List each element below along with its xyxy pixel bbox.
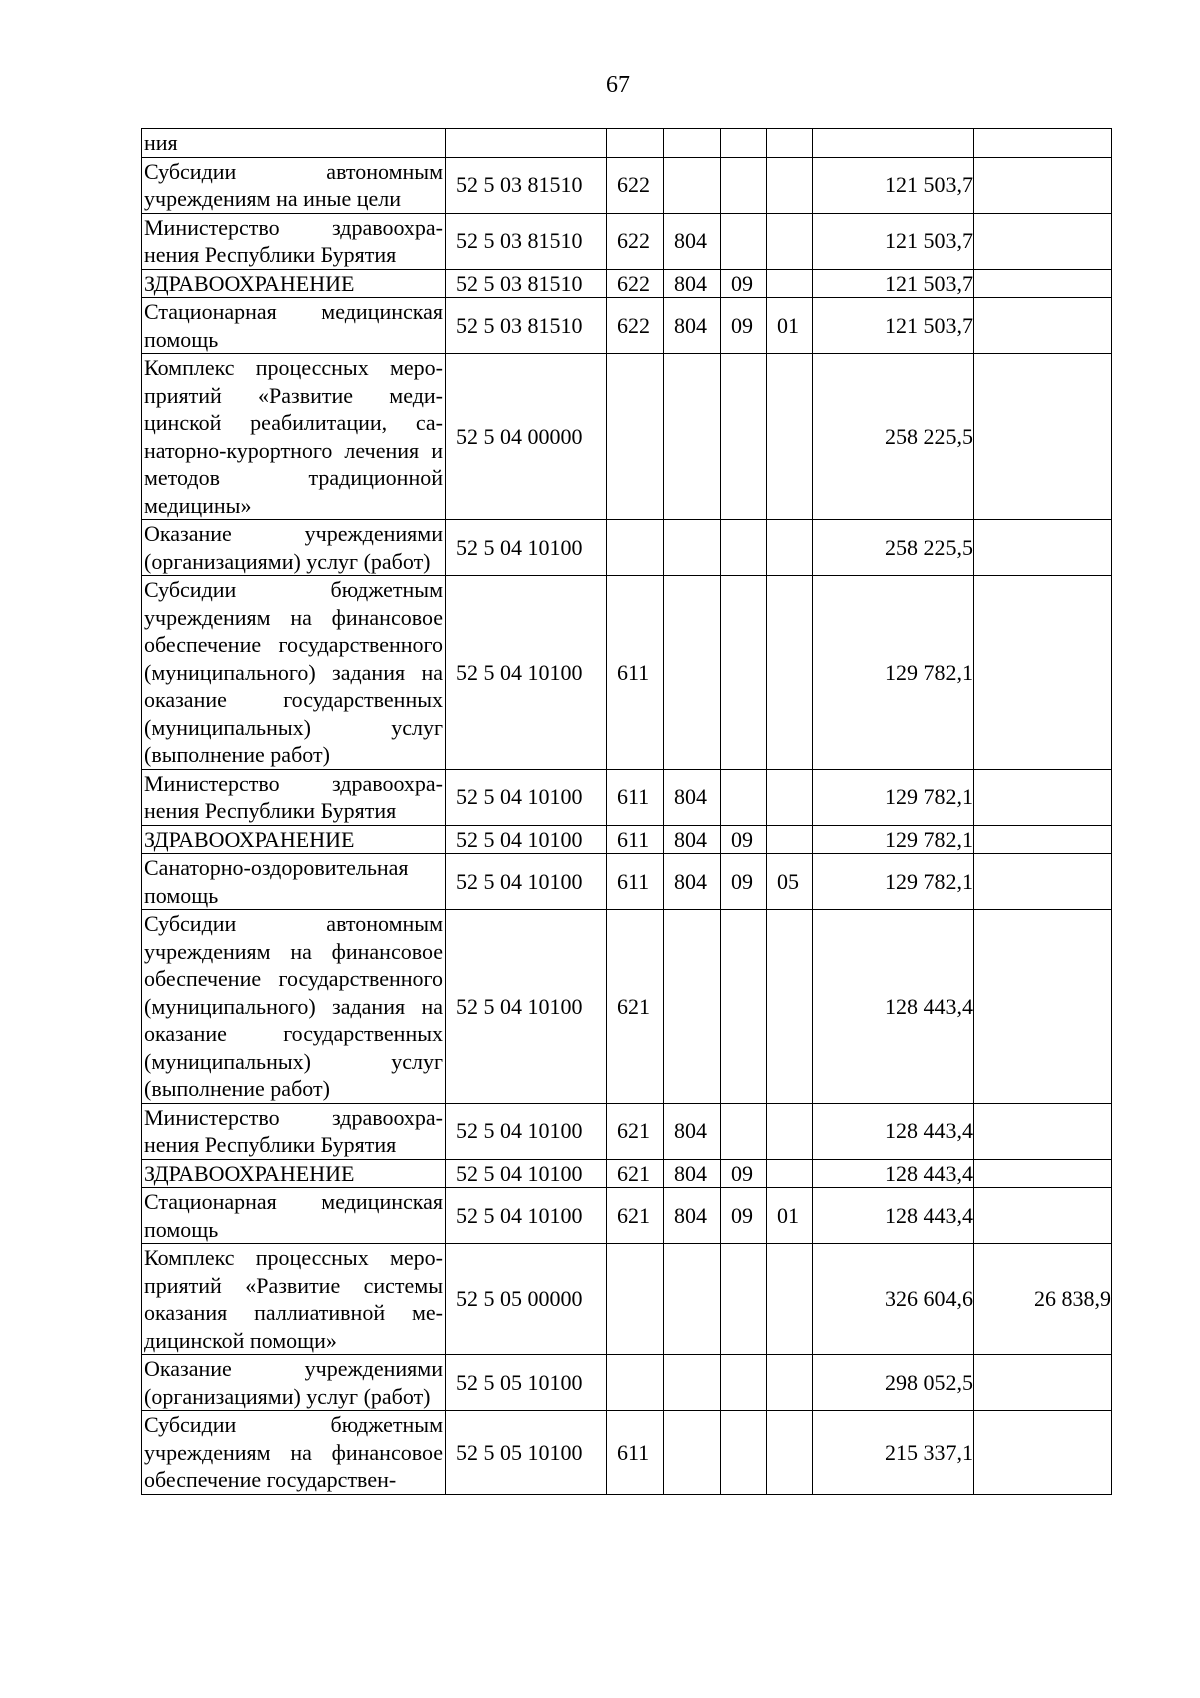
- cell-target-code: 52 5 04 10100: [446, 1188, 607, 1244]
- table-row: [142, 1411, 1112, 1495]
- cell-target-code: 52 5 05 10100: [446, 1355, 607, 1411]
- cell-amount-federal: [974, 1103, 1112, 1159]
- cell-subsection: [767, 354, 813, 520]
- cell-amount-federal: [974, 129, 1112, 158]
- cell-expense-type: 622: [607, 157, 664, 213]
- cell-target-code: 52 5 03 81510: [446, 213, 607, 269]
- cell-amount-federal: [974, 298, 1112, 354]
- cell-section: 09: [721, 1159, 767, 1188]
- cell-target-code: 52 5 04 10100: [446, 1103, 607, 1159]
- cell-expense-type: [607, 1355, 664, 1411]
- cell-subsection: [767, 825, 813, 854]
- cell-section: [721, 1103, 767, 1159]
- table-row: [142, 520, 1112, 576]
- cell-expense-type: 611: [607, 769, 664, 825]
- cell-administrator: 804: [664, 1159, 721, 1188]
- cell-amount: 128 443,4: [813, 1159, 974, 1188]
- cell-subsection: [767, 1355, 813, 1411]
- cell-administrator: [664, 520, 721, 576]
- cell-amount: 121 503,7: [813, 269, 974, 298]
- cell-amount: 128 443,4: [813, 910, 974, 1104]
- cell-amount: 129 782,1: [813, 576, 974, 770]
- cell-administrator: [664, 1355, 721, 1411]
- table-row: [142, 576, 1112, 770]
- cell-section: 09: [721, 1188, 767, 1244]
- cell-amount: 258 225,5: [813, 354, 974, 520]
- cell-amount-federal: [974, 576, 1112, 770]
- cell-target-code: 52 5 04 10100: [446, 825, 607, 854]
- cell-amount-federal: 26 838,9: [974, 1244, 1112, 1355]
- cell-expense-type: 611: [607, 825, 664, 854]
- cell-expense-type: [607, 520, 664, 576]
- cell-subsection: [767, 520, 813, 576]
- table-row: [142, 129, 1112, 158]
- cell-subsection: [767, 1244, 813, 1355]
- cell-name: Субсидии автономным учреждениям на финансовое обеспечение государственного (муниципального) задания на оказание государственных (муниципальных) услуг (выполнение работ): [142, 910, 446, 1104]
- table-row: [142, 269, 1112, 298]
- cell-amount-federal: [974, 354, 1112, 520]
- cell-expense-type: 611: [607, 576, 664, 770]
- cell-administrator: 804: [664, 769, 721, 825]
- cell-section: 09: [721, 825, 767, 854]
- cell-administrator: [664, 1244, 721, 1355]
- cell-section: [721, 520, 767, 576]
- cell-administrator: 804: [664, 825, 721, 854]
- cell-amount-federal: [974, 910, 1112, 1104]
- budget-table: [141, 128, 1112, 1495]
- cell-section: [721, 129, 767, 158]
- cell-subsection: [767, 213, 813, 269]
- cell-expense-type: 621: [607, 1159, 664, 1188]
- cell-name: Стационарная медицинская помощь: [142, 298, 446, 354]
- cell-subsection: [767, 157, 813, 213]
- cell-name: Субсидии автономным учреждениям на иные цели: [142, 157, 446, 213]
- cell-amount: 129 782,1: [813, 854, 974, 910]
- cell-subsection: [767, 769, 813, 825]
- cell-subsection: 01: [767, 1188, 813, 1244]
- table-row: [142, 854, 1112, 910]
- cell-section: [721, 910, 767, 1104]
- table-row: [142, 213, 1112, 269]
- cell-amount-federal: [974, 1355, 1112, 1411]
- cell-amount-federal: [974, 1159, 1112, 1188]
- table-row: [142, 298, 1112, 354]
- cell-subsection: [767, 910, 813, 1104]
- cell-subsection: 01: [767, 298, 813, 354]
- cell-name: Оказание учреждениями (организациями) услуг (работ): [142, 520, 446, 576]
- cell-section: [721, 1355, 767, 1411]
- table-row: [142, 825, 1112, 854]
- cell-administrator: [664, 354, 721, 520]
- cell-subsection: [767, 576, 813, 770]
- cell-target-code: 52 5 05 00000: [446, 1244, 607, 1355]
- cell-target-code: 52 5 03 81510: [446, 298, 607, 354]
- cell-target-code: 52 5 04 10100: [446, 854, 607, 910]
- cell-expense-type: 621: [607, 1188, 664, 1244]
- cell-amount-federal: [974, 269, 1112, 298]
- cell-name: Министерство здравоохранения Республики Бурятия: [142, 213, 446, 269]
- page-number: 67: [606, 72, 630, 98]
- cell-target-code: [446, 129, 607, 158]
- cell-administrator: 804: [664, 269, 721, 298]
- cell-amount: [813, 129, 974, 158]
- cell-section: [721, 576, 767, 770]
- table-row: [142, 1188, 1112, 1244]
- cell-administrator: [664, 910, 721, 1104]
- cell-section: [721, 354, 767, 520]
- cell-expense-type: 621: [607, 910, 664, 1104]
- table-row: [142, 910, 1112, 1104]
- cell-administrator: 804: [664, 1188, 721, 1244]
- cell-subsection: [767, 1411, 813, 1495]
- cell-amount-federal: [974, 1188, 1112, 1244]
- cell-section: [721, 157, 767, 213]
- cell-subsection: [767, 1159, 813, 1188]
- cell-amount: 298 052,5: [813, 1355, 974, 1411]
- cell-target-code: 52 5 04 00000: [446, 354, 607, 520]
- cell-name: Субсидии бюджетным учреждениям на финансовое обеспечение государственного (муниципального) задания на оказание государственных (муниципальных) услуг (выполнение работ): [142, 576, 446, 770]
- cell-section: [721, 1411, 767, 1495]
- cell-name: Санаторно-оздоровительная помощь: [142, 854, 446, 910]
- cell-amount-federal: [974, 1411, 1112, 1495]
- cell-amount: 128 443,4: [813, 1188, 974, 1244]
- cell-subsection: [767, 1103, 813, 1159]
- cell-amount-federal: [974, 825, 1112, 854]
- cell-subsection: [767, 269, 813, 298]
- table-body: [142, 129, 1112, 1495]
- cell-name: Министерство здравоохранения Республики Бурятия: [142, 769, 446, 825]
- table-row: [142, 157, 1112, 213]
- cell-target-code: 52 5 04 10100: [446, 1159, 607, 1188]
- cell-subsection: 05: [767, 854, 813, 910]
- cell-amount: 129 782,1: [813, 769, 974, 825]
- cell-amount: 121 503,7: [813, 157, 974, 213]
- cell-expense-type: [607, 129, 664, 158]
- cell-expense-type: 622: [607, 269, 664, 298]
- cell-expense-type: 611: [607, 854, 664, 910]
- cell-expense-type: [607, 354, 664, 520]
- table-row: [142, 1159, 1112, 1188]
- cell-administrator: 804: [664, 298, 721, 354]
- table-row: [142, 1244, 1112, 1355]
- cell-expense-type: 611: [607, 1411, 664, 1495]
- table-row: [142, 1103, 1112, 1159]
- cell-amount: 121 503,7: [813, 298, 974, 354]
- cell-administrator: 804: [664, 213, 721, 269]
- table-row: [142, 769, 1112, 825]
- cell-name: Оказание учреждениями (организациями) услуг (работ): [142, 1355, 446, 1411]
- cell-amount-federal: [974, 769, 1112, 825]
- cell-administrator: [664, 576, 721, 770]
- cell-name: ЗДРАВООХРАНЕНИЕ: [142, 825, 446, 854]
- cell-name: ЗДРАВООХРАНЕНИЕ: [142, 1159, 446, 1188]
- cell-section: 09: [721, 298, 767, 354]
- cell-expense-type: 622: [607, 298, 664, 354]
- cell-section: [721, 213, 767, 269]
- cell-name: ЗДРАВООХРАНЕНИЕ: [142, 269, 446, 298]
- cell-target-code: 52 5 05 10100: [446, 1411, 607, 1495]
- cell-amount: 258 225,5: [813, 520, 974, 576]
- cell-target-code: 52 5 04 10100: [446, 769, 607, 825]
- cell-expense-type: [607, 1244, 664, 1355]
- cell-administrator: [664, 129, 721, 158]
- cell-expense-type: 622: [607, 213, 664, 269]
- cell-subsection: [767, 129, 813, 158]
- cell-section: [721, 769, 767, 825]
- cell-target-code: 52 5 04 10100: [446, 910, 607, 1104]
- cell-amount: 121 503,7: [813, 213, 974, 269]
- cell-amount: 326 604,6: [813, 1244, 974, 1355]
- cell-target-code: 52 5 04 10100: [446, 520, 607, 576]
- cell-amount: 129 782,1: [813, 825, 974, 854]
- cell-section: [721, 1244, 767, 1355]
- table-row: [142, 354, 1112, 520]
- cell-name: Стационарная медицинская помощь: [142, 1188, 446, 1244]
- cell-name: Министерство здравоохранения Республики Бурятия: [142, 1103, 446, 1159]
- cell-name: ния: [142, 129, 446, 158]
- cell-section: 09: [721, 269, 767, 298]
- cell-name: Субсидии бюджетным учреждениям на финансовое обеспечение государствен-: [142, 1411, 446, 1495]
- cell-amount-federal: [974, 854, 1112, 910]
- cell-administrator: 804: [664, 854, 721, 910]
- table-row: [142, 1355, 1112, 1411]
- cell-target-code: 52 5 04 10100: [446, 576, 607, 770]
- cell-administrator: [664, 157, 721, 213]
- cell-expense-type: 621: [607, 1103, 664, 1159]
- cell-amount: 215 337,1: [813, 1411, 974, 1495]
- cell-amount-federal: [974, 520, 1112, 576]
- cell-target-code: 52 5 03 81510: [446, 157, 607, 213]
- cell-administrator: [664, 1411, 721, 1495]
- cell-name: Комплекс процессных мероприятий «Развитие медицинской реабилитации, санаторно-курортного лечения и методов традиционной медицины»: [142, 354, 446, 520]
- cell-name: Комплекс процессных мероприятий «Развитие системы оказания паллиативной медицинской помощи»: [142, 1244, 446, 1355]
- cell-section: 09: [721, 854, 767, 910]
- cell-amount-federal: [974, 213, 1112, 269]
- cell-amount: 128 443,4: [813, 1103, 974, 1159]
- cell-administrator: 804: [664, 1103, 721, 1159]
- cell-amount-federal: [974, 157, 1112, 213]
- cell-target-code: 52 5 03 81510: [446, 269, 607, 298]
